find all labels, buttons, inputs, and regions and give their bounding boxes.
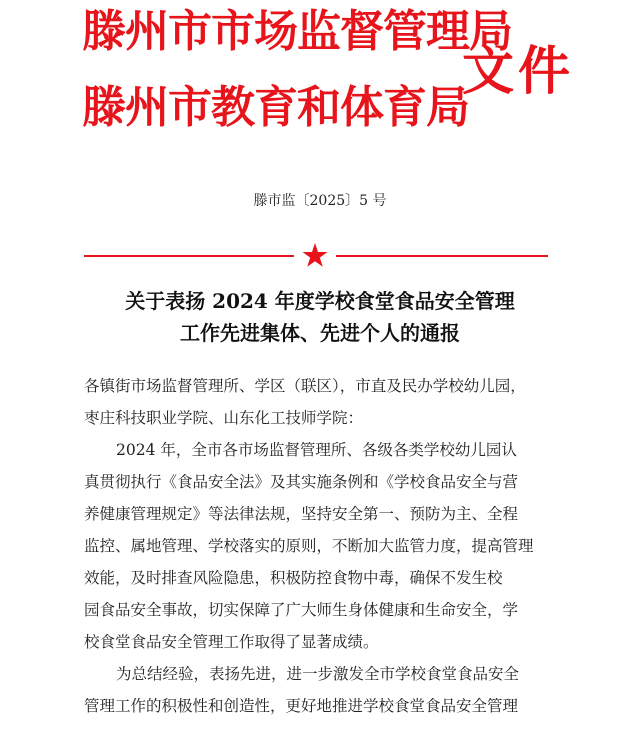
document-number: 滕市监〔2025〕5 号 [253,193,387,209]
issuer-line-1: 滕州市市场监督管理局 [82,6,512,57]
red-star-icon [302,242,328,268]
body-line: 园食品安全事故，切实保障了广大师生身体健康和生命安全，学 [84,601,519,619]
body-line: 管理工作的积极性和创造性，更好地推进学校食堂食品安全管理 [84,697,519,715]
red-rule-right [336,255,548,257]
body-line: 监控、属地管理、学校落实的原则，不断加大监管力度，提高管理 [84,537,534,555]
body-line: 为总结经验，表扬先进，进一步激发全市学校食堂食品安全 [116,665,520,683]
body-line: 效能，及时排查风险隐患，积极防控食物中毒，确保不发生校 [84,569,503,587]
body-line: 枣庄科技职业学院、山东化工技师学院： [84,409,364,427]
issuer-line-2: 滕州市教育和体育局 [82,82,469,133]
notice-title-line-1: 关于表扬 2024 年度学校食堂食品安全管理 [125,289,515,313]
body-line: 2024 年，全市各市场监督管理所、各级各类学校幼儿园认 [116,441,517,459]
body-line: 真贯彻执行《食品安全法》及其实施条例和《学校食品安全与营 [84,473,519,491]
body-line: 养健康管理规定》等法律法规，坚持安全第一、预防为主、全程 [84,505,519,523]
red-rule-left [84,255,294,257]
body-line: 各镇街市场监督管理所、学区（联区），市直及民办学校幼儿园， [84,377,526,395]
notice-title-line-2: 工作先进集体、先进个人的通报 [180,321,460,345]
document-type-label: 文件 [462,42,575,102]
body-line: 校食堂食品安全管理工作取得了显著成绩。 [84,633,379,651]
